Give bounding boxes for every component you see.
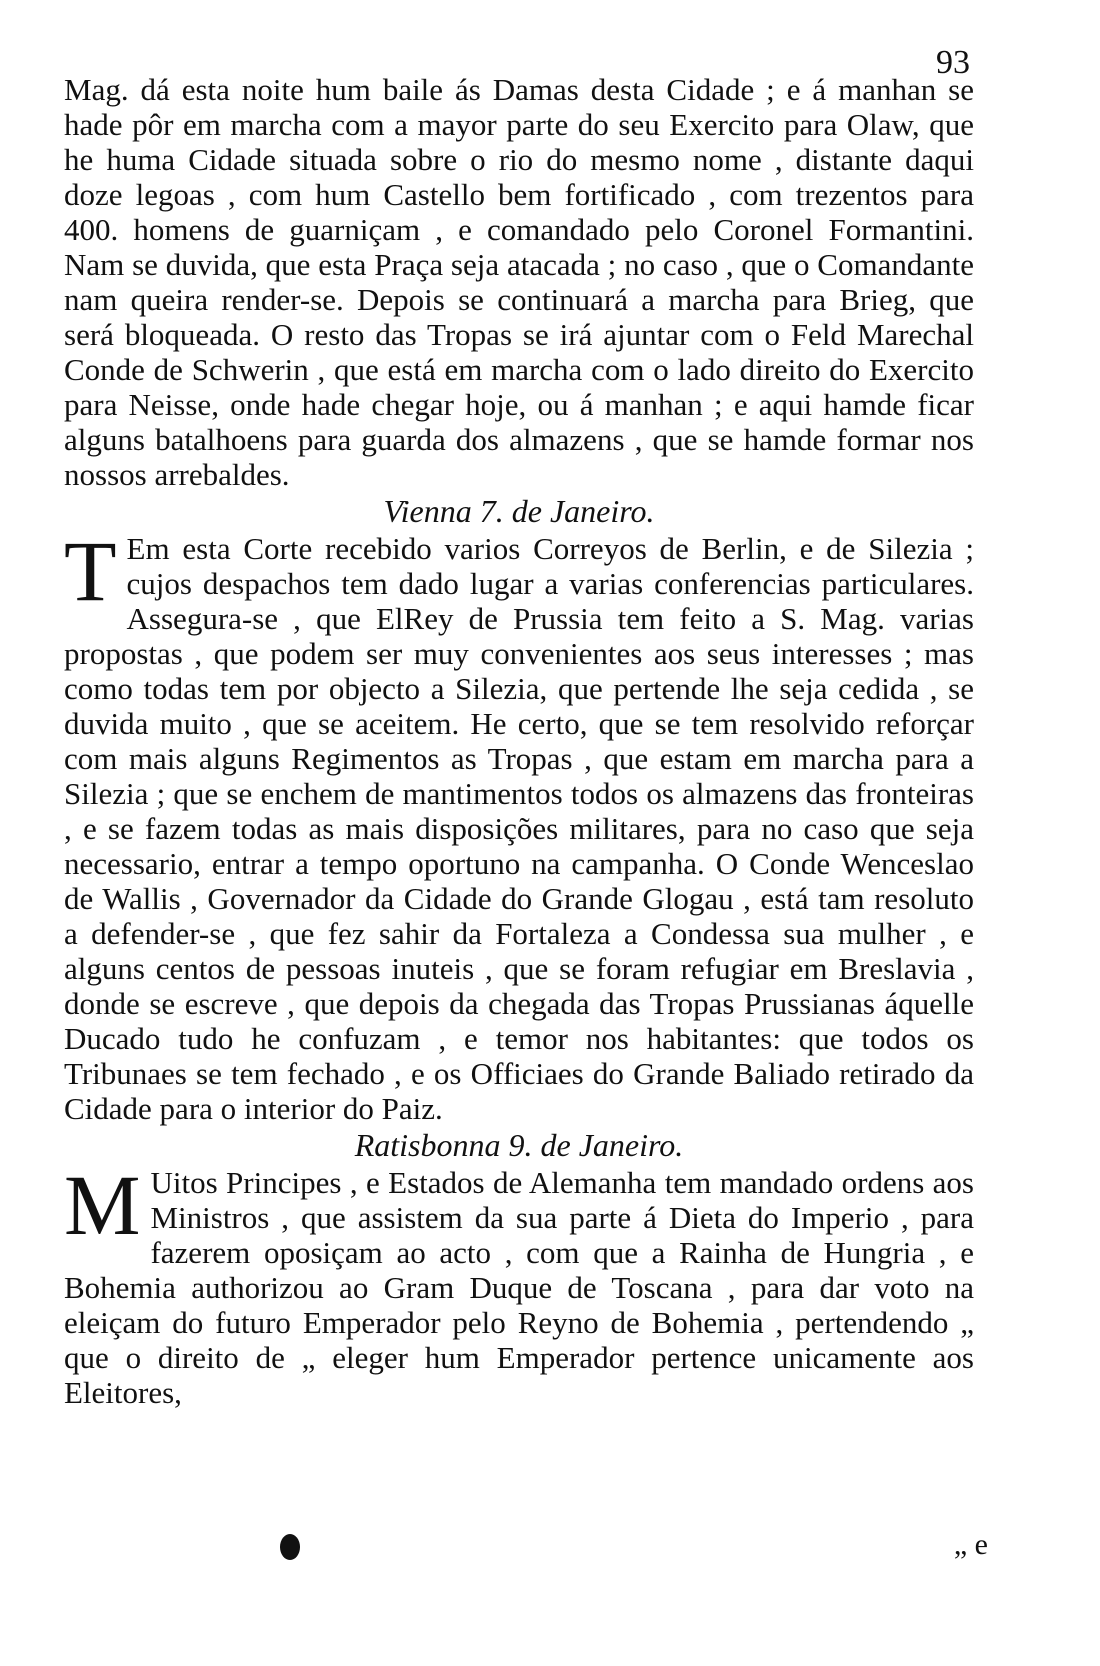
drop-cap-t: T: [64, 523, 117, 619]
paragraph-ratisbonna: [64, 1157, 974, 1410]
drop-cap-m: M: [64, 1157, 141, 1253]
paragraph-ratisbonna-text: Uitos Principes , e Estados de Alemanha tem mandado ordens aos Ministros , que assistem da sua parte á Dieta do Imperio , para fazerem oposiçam ao acto , com que a Rainha de Hungria , e Bohemia authorizou ao Gram Duque de Toscana , para dar voto na eleiçam do futuro Emperador pelo Reyno de Bohemia , pertendendo „ que o direito de „ eleger hum Emperador pertence unicamente aos Eleitores,: [64, 1165, 974, 1410]
ink-blot: [280, 1534, 300, 1560]
body-text: [64, 72, 974, 1410]
dateline-vienna: Vienna 7. de Janeiro.: [383, 493, 655, 529]
paragraph-vienna-text: Em esta Corte recebido varios Correyos de Berlin, e de Silezia ; cujos despachos tem dado lugar a varias conferencias particulares. Assegura-se , que ElRey de Prussia tem feito a S. Mag. varias propostas , que podem ser muy convenientes aos seus interesses ; mas como todas tem por objecto a Silezia, que pertende lhe seja cedida , se duvida muito , que se aceitem. He certo, que se tem resolvido reforçar com mais alguns Regimentos as Tropas , que estam em marcha para a Silezia ; que se enchem de mantimentos todos os almazens das fronteiras , e se fazem todas as mais disposições militares, para no caso que seja necessario, entrar a tempo oportuno na campanha. O Conde Wenceslao de Wallis , Governador da Cidade do Grande Glogau , está tam resoluto a defender-se , que fez sahir da Fortaleza a Condessa sua mulher , e alguns centos de pessoas inuteis , que se foram refugiar em Breslavia , donde se escreve , que depois da chegada das Tropas Prussianas áquelle Ducado tudo he confuzam , e temor nos habitantes: que todos os Tribunaes se tem fechado , e os Officiaes do Grande Baliado retirado da Cidade para o interior do Paiz.: [64, 531, 974, 1126]
paragraph-vienna: [64, 523, 974, 1126]
paragraph-continuation: Mag. dá esta noite hum baile ás Damas desta Cidade ; e á manhan se hade pôr em marcha com a mayor parte do seu Exercito para Olaw, que he huma Cidade situada sobre o rio do mesmo nome , distante daqui doze legoas , com hum Castello bem fortificado , com trezentos para 400. homens de guarniçam , e comandado pelo Coronel Formantini. Nam se duvida, que esta Praça seja atacada ; no caso , que o Comandante nam queira render-se. Depois se continuará a marcha para Brieg, que será bloqueada. O resto das Tropas se irá ajuntar com o Feld Marechal Conde de Schwerin , que está em marcha com o lado direito do Exercito para Neisse, onde hade chegar hoje, ou á manhan ; e aqui hamde ficar alguns batalhoens para guarda dos almazens , que se hamde formar nos nossos arrebaldes.: [64, 72, 974, 492]
catchword: „ e: [953, 1528, 988, 1561]
page-number: 93: [936, 44, 970, 81]
dateline-ratisbonna: Ratisbonna 9. de Janeiro.: [354, 1127, 684, 1163]
